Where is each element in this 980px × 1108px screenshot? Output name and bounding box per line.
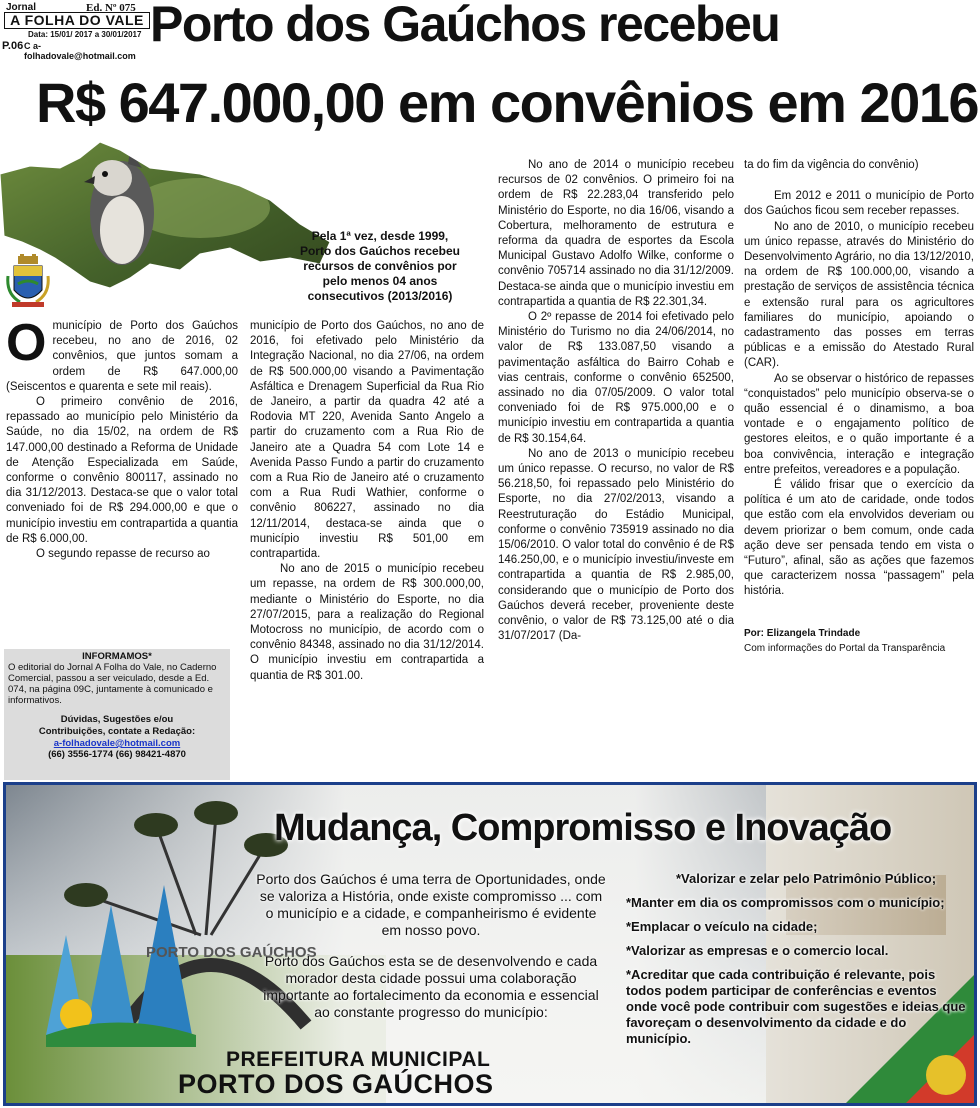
- article-source: Com informações do Portal da Transparência: [744, 642, 946, 654]
- masthead-newspaper-name: A FOLHA DO VALE: [4, 12, 150, 29]
- info-box-title: INFORMAMOS*: [82, 651, 152, 662]
- info-box-contact-line-2: Contribuições, contate a Redação:: [38, 726, 196, 737]
- info-box-contact: [8, 714, 226, 738]
- info-box-text: O editorial do Jornal A Folha do Vale, no Caderno Comercial, passou a ser veiculado, desde a Ed. 074, na página 09C, juntamente à comunicado e informativos.: [8, 662, 217, 706]
- article-column-3: [498, 158, 734, 645]
- info-box-email-link[interactable]: a-folhadovale@hotmail.com: [53, 738, 181, 749]
- article-paragraph: Ao se observar o histórico de repasses “conquistados” pelo município observa-se o quão essencial é o dinamismo, a boa vontade e o engajamento político de gestores eleitos, e o quão importante é a boa convivência, interação e integração entre prefeitos, vereadores e a população.: [744, 372, 974, 476]
- town-sign-label: PORTO DOS GAÚCHOS: [146, 944, 317, 961]
- ad-list-item: *Manter em dia os compromissos com o município;: [626, 895, 945, 910]
- info-box: [4, 649, 230, 780]
- article-paragraph: No ano de 2010, o município recebeu um único repasse, através do Ministério do Desenvolvimento Agrário, no dia 13/12/2010, na ordem de R$ 100.000,00, visando a prestação de serviços de assistência técnica e extensão rural para os agricultores familiares do município, apoiando o cadastramento das posses em terras públicas e a emissão do Atestado Rural (CAR).: [744, 220, 974, 370]
- article-paragraph: O 2º repasse de 2014 foi efetivado pelo Ministério do Turismo no dia 24/06/2014, no valor de R$ 133.087,50 visando a pavimentação asfáltica do Bairro Cohab e vias centrais, conforme o convênio 652500, assinado no dia 07/05/2009. O valor total conveniado foi de R$ 975.000,00 e o município investiu em contrapartida a quantia de R$ 30.154,64.: [498, 311, 734, 445]
- article-paragraph: ta do fim da vigência do convênio): [744, 159, 919, 171]
- masthead-edition: Ed. Nº 075: [86, 2, 136, 14]
- article-paragraph: No ano de 2014 o município recebeu recursos de 02 convênios. O primeiro foi na ordem de R$ 22.283,04 transferido pelo Ministério do Esporte, no dia 16/06, visando a Cobertura, melhoramento de estrutura e reforma da quadra de esportes da Escola Municipal Gustavo Adolfo Wilke, conforme o convênio 705714 assinado no dia 31/12/2009. Destaca-se ainda que o município investiu em contrapartida a quantia de R$ 22.301,34.: [498, 159, 734, 308]
- masthead-page-number: P.06: [2, 40, 24, 52]
- municipal-coat-of-arms: [6, 254, 50, 320]
- ad-left-paragraph: Porto dos Gaúchos é uma terra de Oportunidades, onde se valoriza a História, onde existe compromisso ... com o município e a cidade, e companheirismo é evidente em nosso povo.: [256, 871, 606, 938]
- masthead-date: Data: 15/01/ 2017 a 30/01/2017: [28, 30, 142, 39]
- prefeitura-label: PREFEITURA MUNICIPAL: [226, 1048, 491, 1071]
- article-column-1: [6, 314, 238, 562]
- headline-line-2: R$ 647.000,00 em convênios em 2016: [36, 71, 979, 134]
- article-paragraph: município de Porto dos Gaúchos recebeu, no ano de 2016, 02 convênios, que juntos somam a ordem de R$ 647.000,00 (Seiscentos e quarenta e sete mil reais).: [6, 320, 238, 393]
- prefeitura-advertisement: [3, 782, 977, 1106]
- masthead-jornal: Jornal: [6, 2, 37, 13]
- article-byline: Por: Elizangela Trindade: [744, 627, 861, 639]
- prefeitura-municipality-name: PORTO DOS GAÚCHOS: [178, 1069, 494, 1099]
- article-paragraph: No ano de 2013 o município recebeu um único repasse. O recurso, no valor de R$ 56.218,50, foi repassado pelo Ministério do Esporte, no dia 27/02/2013, visando a Reestruturação do Estádio Municipal, conforme o convênio 735919 assinado no dia 15/06/2010. O valor total do convênio é de R$ 146.250,00, e o município investiu/investe em contrapartida a quantia de R$ 2.985,00, considerando que o município de Porto dos Gaúchos deverá receber, proveniente deste convênio, o valor de R$ 73.125,00 até o dia 31/07/2017 (Da-: [498, 447, 734, 643]
- article-paragraph: No ano de 2015 o município recebeu um repasse, na ordem de R$ 300.000,00, mediante o Ministério do Esporte, no dia 27/07/2015, para a realização do Regional Motocross no município, de acordo com o convênio 84348, assinado no dia 31/12/2014. O município investiu em contrapartida a quantia de R$ 301.00.: [250, 563, 484, 682]
- headline-line-1: Porto dos Gaúchos recebeu: [150, 0, 780, 52]
- article-column-4: [744, 158, 974, 656]
- article-paragraph: O segundo repasse de recurso ao: [36, 548, 210, 561]
- article-paragraph: município de Porto dos Gaúchos, no ano de 2016, foi efetivado pelo Ministério da Integração Nacional, no dia 27/06, na ordem de R$ 500.000,00 visando a Pavimentação Asfáltica e Drenagem Superficial da Rua Rio de Janeiro, a partir da quadra 42 até a Rodovia MT 220, Avenida Santo Angelo a partir do cruzamento com a Rua Rio de Janeiro ate a Quadra 54 com Lote 14 e Avenida Passo Fundo a partir do cruzamento com a Rua Rio de Janeiro até o cruzamento com a Rua Rudi Wathier, conforme o convênio 806227, assinado no dia 12/11/2014, destaca-se ainda que o município investiu R$ 501,00 em contrapartida.: [250, 320, 484, 561]
- pull-quote: Pela 1ª vez, desde 1999, Porto dos Gaúchos recebeu recursos de convênios por pelo menos 04 anos consecutivos (2013/2016): [299, 229, 461, 303]
- ad-title: Mudança, Compromisso e Inovação: [274, 807, 892, 849]
- ad-list-item: *Valorizar e zelar pelo Patrimônio Público;: [676, 871, 937, 886]
- article-paragraph: É válido frisar que o exercício da política é um ato de caridade, onde todos que estão com ela envolvidos deveriam ou devem priorizar o bem comum, onde cada ação deve ser pensada tendo em vista o “Futuro”, afinal, são as ações que fazemos que caracterizem nossa “passagem” pela história.: [744, 479, 974, 598]
- ad-right-list: [626, 871, 971, 1055]
- ad-left-text: [256, 871, 606, 1021]
- ad-list-item: *Emplacar o veículo na cidade;: [626, 919, 818, 934]
- info-box-contact-line-1: Dúvidas, Sugestões e/ou: [60, 714, 174, 725]
- article-paragraph: O primeiro convênio de 2016, repassado ao município pelo Ministério da Saúde, no dia 15/02, na ordem de R$ 147.000,00 destinado a Reforma de Unidade de Atenção Especializada em Saúde, conforme o convênio 800117, assinado no dia 31/12/2013. Destaca-se que o valor total conveniado foi de R$ 294.000,00 e que o município investiu em contrapartida a quantia de R$ 6.000,00.: [6, 396, 238, 545]
- info-box-phones: (66) 3556-1774 (66) 98421-4870: [48, 749, 186, 760]
- ad-left-paragraph: Porto dos Gaúchos esta se de desenvolvendo e cada morador desta cidade possui uma colaboração importante ao fortalecimento da economia e essencial ao constante progresso do município:: [263, 953, 599, 1020]
- article-column-2: [250, 319, 484, 684]
- masthead: [2, 2, 152, 61]
- masthead-email: C a-folhadovale@hotmail.com: [24, 41, 136, 61]
- ad-list-item: *Acreditar que cada contribuição é relevante, pois todos podem participar de conferências e eventos onde você pode contribuir com sugestões e ideias que favoreçam o desenvolvimento da cidade e do município.: [626, 967, 966, 1046]
- article-lead-paragraph: [6, 314, 238, 395]
- ad-list-item: *Valorizar as empresas e o comercio local.: [626, 943, 889, 958]
- article-paragraph: Em 2012 e 2011 o município de Porto dos Gaúchos ficou sem receber repasses.: [744, 190, 974, 218]
- drop-cap: O: [6, 314, 47, 372]
